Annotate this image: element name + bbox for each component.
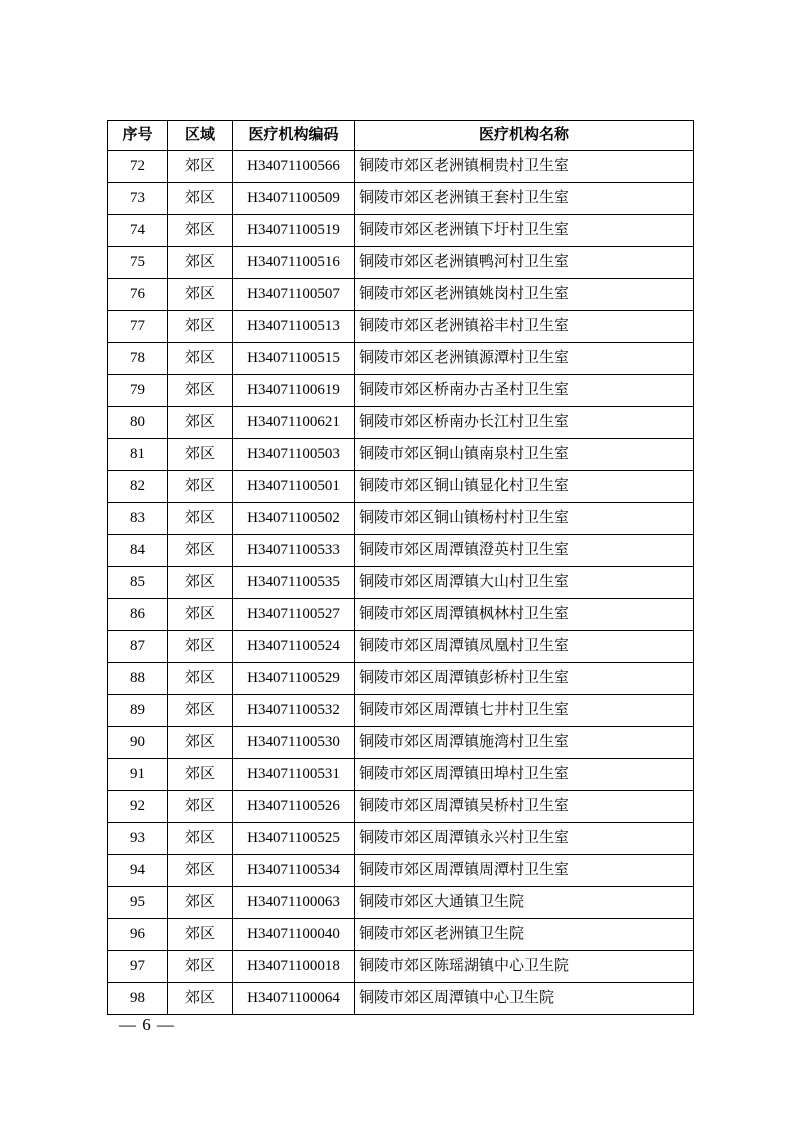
cell-institution-name: 铜陵市郊区老洲镇源潭村卫生室 [355,343,694,375]
cell-institution-code: H34071100018 [233,951,355,983]
cell-institution-name: 铜陵市郊区周潭镇周潭村卫生室 [355,855,694,887]
cell-sequence: 82 [108,471,168,503]
cell-institution-code: H34071100513 [233,311,355,343]
cell-area: 郊区 [168,759,233,791]
table-header-row [108,121,694,151]
column-header-area: 区域 [168,121,233,151]
table-row [108,471,694,503]
table-header [108,121,694,151]
cell-institution-name: 铜陵市郊区老洲镇鸭河村卫生室 [355,247,694,279]
table-row [108,631,694,663]
cell-institution-code: H34071100535 [233,567,355,599]
cell-sequence: 83 [108,503,168,535]
cell-area: 郊区 [168,311,233,343]
cell-area: 郊区 [168,247,233,279]
table-row [108,183,694,215]
cell-institution-code: H34071100501 [233,471,355,503]
table-row [108,823,694,855]
cell-institution-name: 铜陵市郊区周潭镇永兴村卫生室 [355,823,694,855]
cell-institution-code: H34071100566 [233,151,355,183]
cell-institution-code: H34071100532 [233,695,355,727]
cell-institution-code: H34071100502 [233,503,355,535]
cell-sequence: 79 [108,375,168,407]
cell-institution-code: H34071100040 [233,919,355,951]
medical-institution-table [107,120,694,1015]
cell-institution-name: 铜陵市郊区老洲镇下圩村卫生室 [355,215,694,247]
column-header-sequence: 序号 [108,121,168,151]
cell-sequence: 91 [108,759,168,791]
table-row [108,791,694,823]
cell-area: 郊区 [168,439,233,471]
column-header-institution-name: 医疗机构名称 [355,121,694,151]
cell-area: 郊区 [168,567,233,599]
cell-sequence: 85 [108,567,168,599]
cell-institution-name: 铜陵市郊区老洲镇卫生院 [355,919,694,951]
cell-institution-code: H34071100531 [233,759,355,791]
table-row [108,215,694,247]
cell-institution-name: 铜陵市郊区铜山镇显化村卫生室 [355,471,694,503]
cell-area: 郊区 [168,279,233,311]
cell-sequence: 80 [108,407,168,439]
cell-institution-code: H34071100524 [233,631,355,663]
cell-area: 郊区 [168,535,233,567]
table-row [108,887,694,919]
cell-institution-code: H34071100519 [233,215,355,247]
cell-sequence: 88 [108,663,168,695]
table-row [108,311,694,343]
cell-institution-name: 铜陵市郊区周潭镇彭桥村卫生室 [355,663,694,695]
cell-institution-code: H34071100525 [233,823,355,855]
cell-institution-name: 铜陵市郊区周潭镇田埠村卫生室 [355,759,694,791]
cell-institution-code: H34071100063 [233,887,355,919]
cell-institution-code: H34071100509 [233,183,355,215]
cell-institution-code: H34071100526 [233,791,355,823]
cell-institution-code: H34071100507 [233,279,355,311]
cell-institution-code: H34071100619 [233,375,355,407]
cell-institution-name: 铜陵市郊区铜山镇南泉村卫生室 [355,439,694,471]
cell-area: 郊区 [168,983,233,1015]
page-number: — 6 — [119,1015,175,1034]
cell-sequence: 81 [108,439,168,471]
table-row [108,407,694,439]
table-body [108,151,694,1015]
cell-area: 郊区 [168,599,233,631]
cell-sequence: 78 [108,343,168,375]
cell-institution-name: 铜陵市郊区大通镇卫生院 [355,887,694,919]
cell-sequence: 95 [108,887,168,919]
table-row [108,151,694,183]
cell-sequence: 89 [108,695,168,727]
cell-institution-code: H34071100503 [233,439,355,471]
column-header-institution-code: 医疗机构编码 [233,121,355,151]
cell-area: 郊区 [168,919,233,951]
cell-area: 郊区 [168,215,233,247]
medical-institution-table-wrapper [107,120,693,1015]
table-row [108,983,694,1015]
cell-area: 郊区 [168,887,233,919]
cell-institution-name: 铜陵市郊区桥南办古圣村卫生室 [355,375,694,407]
cell-institution-code: H34071100533 [233,535,355,567]
cell-sequence: 87 [108,631,168,663]
cell-institution-name: 铜陵市郊区周潭镇凤凰村卫生室 [355,631,694,663]
cell-area: 郊区 [168,855,233,887]
table-row [108,951,694,983]
cell-institution-name: 铜陵市郊区周潭镇七井村卫生室 [355,695,694,727]
table-row [108,599,694,631]
cell-sequence: 77 [108,311,168,343]
cell-sequence: 84 [108,535,168,567]
cell-institution-name: 铜陵市郊区周潭镇中心卫生院 [355,983,694,1015]
cell-institution-name: 铜陵市郊区老洲镇王套村卫生室 [355,183,694,215]
cell-area: 郊区 [168,727,233,759]
cell-sequence: 72 [108,151,168,183]
cell-institution-code: H34071100527 [233,599,355,631]
table-row [108,503,694,535]
cell-area: 郊区 [168,471,233,503]
cell-institution-name: 铜陵市郊区周潭镇大山村卫生室 [355,567,694,599]
cell-institution-name: 铜陵市郊区老洲镇姚岗村卫生室 [355,279,694,311]
cell-sequence: 74 [108,215,168,247]
cell-institution-name: 铜陵市郊区陈瑶湖镇中心卫生院 [355,951,694,983]
cell-area: 郊区 [168,695,233,727]
cell-institution-code: H34071100529 [233,663,355,695]
cell-area: 郊区 [168,663,233,695]
cell-sequence: 94 [108,855,168,887]
cell-institution-name: 铜陵市郊区桥南办长江村卫生室 [355,407,694,439]
cell-institution-name: 铜陵市郊区周潭镇澄英村卫生室 [355,535,694,567]
table-row [108,759,694,791]
table-row [108,375,694,407]
table-row [108,567,694,599]
table-row [108,439,694,471]
cell-area: 郊区 [168,791,233,823]
table-row [108,695,694,727]
cell-institution-code: H34071100064 [233,983,355,1015]
table-row [108,663,694,695]
table-row [108,919,694,951]
cell-institution-name: 铜陵市郊区周潭镇施湾村卫生室 [355,727,694,759]
table-row [108,855,694,887]
cell-institution-code: H34071100515 [233,343,355,375]
cell-institution-code: H34071100621 [233,407,355,439]
cell-area: 郊区 [168,407,233,439]
table-row [108,247,694,279]
cell-institution-name: 铜陵市郊区周潭镇枫林村卫生室 [355,599,694,631]
cell-area: 郊区 [168,375,233,407]
table-row [108,279,694,311]
cell-area: 郊区 [168,151,233,183]
cell-area: 郊区 [168,951,233,983]
cell-sequence: 90 [108,727,168,759]
cell-sequence: 75 [108,247,168,279]
cell-sequence: 92 [108,791,168,823]
cell-institution-code: H34071100516 [233,247,355,279]
cell-area: 郊区 [168,631,233,663]
cell-institution-code: H34071100534 [233,855,355,887]
cell-sequence: 76 [108,279,168,311]
cell-institution-name: 铜陵市郊区周潭镇吴桥村卫生室 [355,791,694,823]
cell-sequence: 97 [108,951,168,983]
table-row [108,535,694,567]
cell-institution-code: H34071100530 [233,727,355,759]
cell-area: 郊区 [168,343,233,375]
cell-area: 郊区 [168,503,233,535]
cell-sequence: 73 [108,183,168,215]
cell-area: 郊区 [168,823,233,855]
cell-sequence: 93 [108,823,168,855]
cell-sequence: 98 [108,983,168,1015]
cell-institution-name: 铜陵市郊区老洲镇裕丰村卫生室 [355,311,694,343]
cell-sequence: 86 [108,599,168,631]
table-row [108,343,694,375]
cell-institution-name: 铜陵市郊区老洲镇桐贵村卫生室 [355,151,694,183]
cell-sequence: 96 [108,919,168,951]
cell-institution-name: 铜陵市郊区铜山镇杨村村卫生室 [355,503,694,535]
table-row [108,727,694,759]
cell-area: 郊区 [168,183,233,215]
